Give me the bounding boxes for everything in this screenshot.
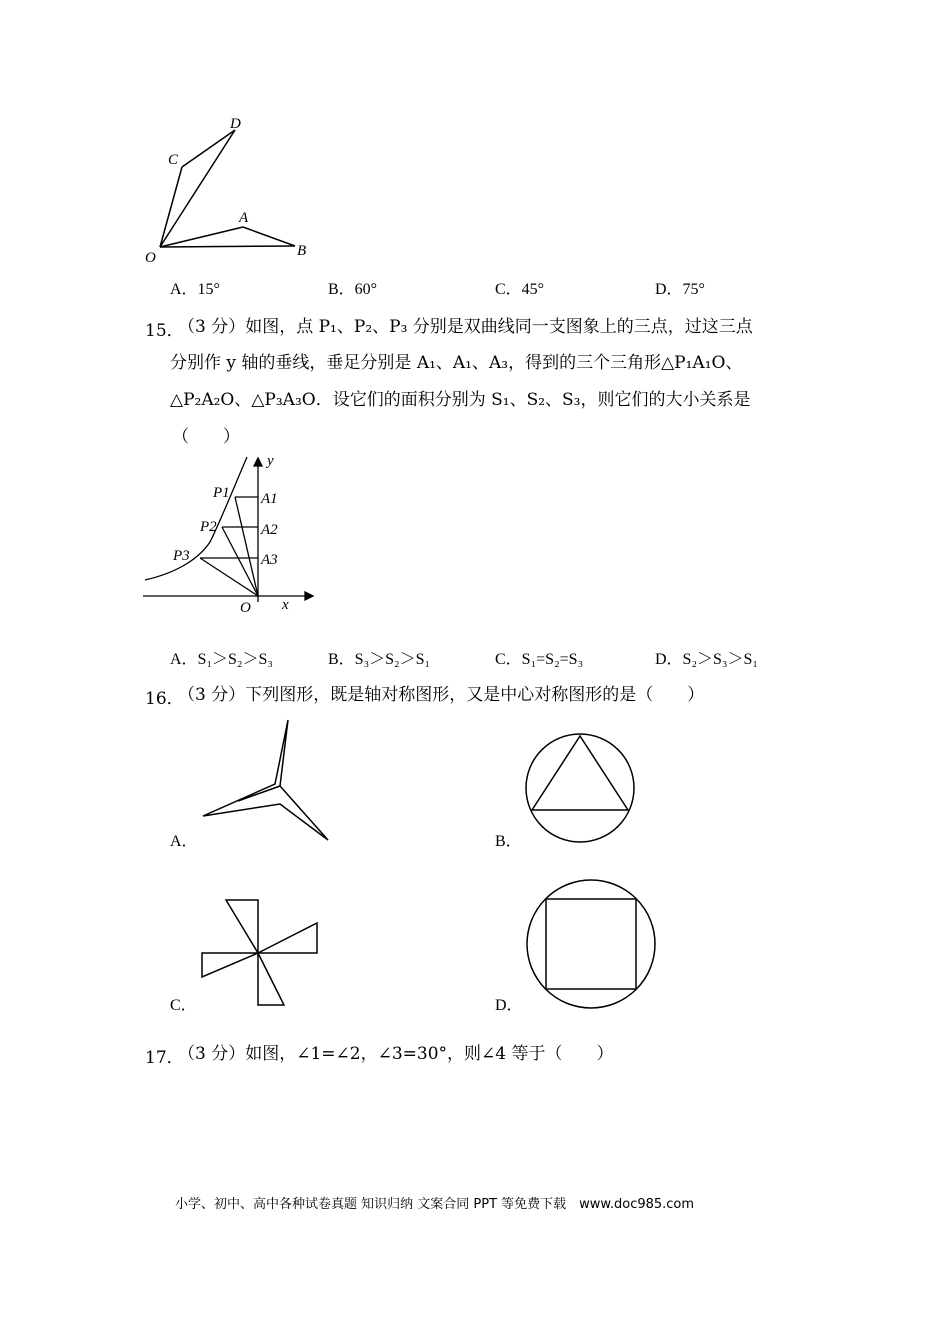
q17-number: 17． [145,1048,184,1068]
q14-option-b: B．60° [328,281,378,298]
q15-figure [140,452,330,617]
q16-figure-a [200,718,340,848]
q15-option-a: A．S₁＞S₂＞S₃ [170,651,273,668]
q15-line-4: （ ） [172,427,240,447]
q16-option-c: C． [170,997,197,1014]
q15-label-a1: A1 [261,491,278,507]
q14-label-c: C [168,152,179,168]
q15-line-3: △P₂A₂O、△P₃A₃O．设它们的面积分别为 S₁、S₂、S₃，则它们的大小关系是 [170,390,751,410]
q16-number: 16． [145,689,184,709]
q17-text: （3 分）如图，∠1=∠2，∠3=30°，则∠4 等于（ ） [178,1044,614,1064]
q16-option-b: B． [495,833,522,850]
q15-label-p1: P1 [213,485,230,501]
q15-option-b: B．S₃＞S₂＞S₁ [328,651,431,668]
q15-label-x: x [282,597,289,613]
q14-option-c: C．45° [495,281,545,298]
q15-label-a2: A2 [261,522,278,538]
q15-line-1: （3 分）如图，点 P₁、P₂、P₃ 分别是双曲线同一支图象上的三点，过这三点 [178,317,753,337]
page-footer: 小学、初中、高中各种试卷真题 知识归纳 文案合同 PPT 等免费下载 www.doc985.com [175,1197,695,1212]
q15-label-a3: A3 [261,552,278,568]
q16-text: （3 分）下列图形，既是轴对称图形，又是中心对称图形的是（ ） [178,685,705,705]
q14-option-a: A．15° [170,281,220,298]
q16-option-d: D． [495,997,523,1014]
q15-label-p2: P2 [200,519,217,535]
q14-label-o: O [145,250,156,266]
q15-option-c: C．S₁=S₂=S₃ [495,651,584,668]
q16-figure-b [522,730,642,850]
q15-number: 15． [145,321,184,341]
q14-label-a: A [239,210,249,226]
q14-label-d: D [230,116,241,132]
q14-figure [140,110,320,270]
q15-label-o: O [240,600,251,616]
q14-label-b: B [297,243,307,259]
q16-figure-c [198,893,328,1013]
q15-line-2: 分别作 y 轴的垂线，垂足分别是 A₁、A₁、A₃，得到的三个三角形△P₁A₁O、 [170,353,743,373]
q16-option-a: A． [170,833,198,850]
q14-option-d: D．75° [655,281,705,298]
q16-figure-d [523,876,663,1016]
q15-option-d: D．S₂＞S₃＞S₁ [655,651,758,668]
q15-label-p3: P3 [173,548,190,564]
q15-label-y: y [267,453,274,469]
